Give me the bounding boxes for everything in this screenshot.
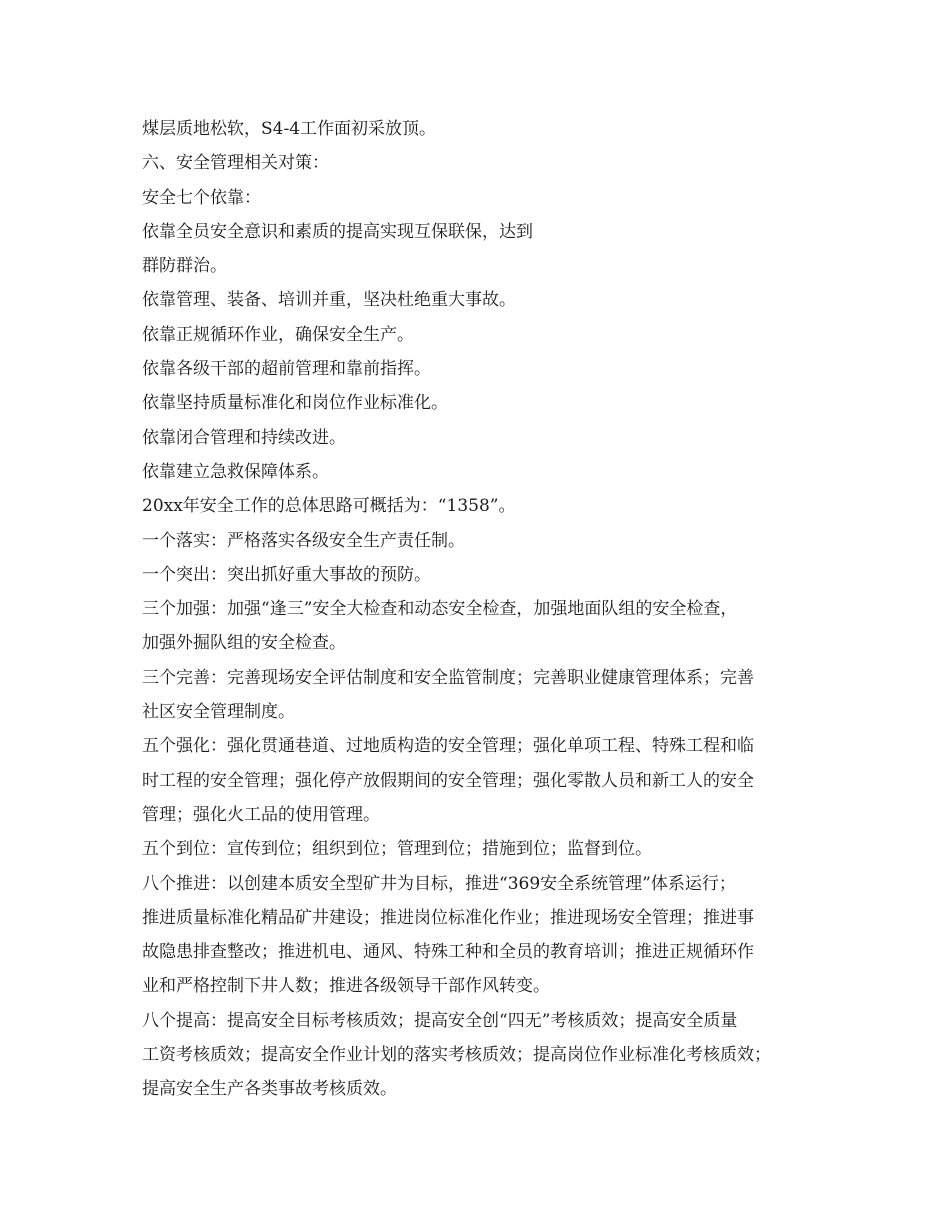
text-line: 工资考核质效；提高安全作业计划的落实考核质效；提高岗位作业标准化考核质效；: [142, 1045, 771, 1066]
text-line: 时工程的安全管理；强化停产放假期间的安全管理；强化零散人员和新工人的安全: [142, 770, 754, 791]
text-line: 一个落实：严格落实各级安全生产责任制。: [142, 530, 465, 551]
text-line: 社区安全管理制度。: [142, 702, 295, 723]
text-line: 业和严格控制下井人数；推进各级领导干部作风转变。: [142, 976, 550, 997]
text-line: 依靠管理、装备、培训并重，坚决杜绝重大事故。: [142, 290, 516, 311]
text-line: 提高安全生产各类事故考核质效。: [142, 1079, 397, 1100]
text-line: 三个完善：完善现场安全评估制度和安全监管制度；完善职业健康管理体系；完善: [142, 667, 754, 688]
text-line: 五个到位：宣传到位；组织到位；管理到位；措施到位；监督到位。: [142, 839, 652, 860]
text-line: 煤层质地松软，S4-4工作面初采放顶。: [142, 119, 437, 139]
text-line: 加强外掘队组的安全检查。: [142, 633, 346, 654]
text-line: 依靠闭合管理和持续改进。: [142, 427, 346, 448]
text-line: 依靠正规循环作业，确保安全生产。: [142, 324, 414, 345]
document-body: [142, 112, 822, 1107]
text-line: 20xx年安全工作的总体思路可概括为：“1358”。: [142, 496, 516, 517]
text-line: 五个强化：强化贯通巷道、过地质构造的安全管理；强化单项工程、特殊工程和临: [142, 736, 754, 757]
section-heading: 六、安全管理相关对策：: [142, 153, 329, 174]
text-line: 八个提高：提高安全目标考核质效；提高安全创“四无”考核质效；提高安全质量: [142, 1010, 738, 1031]
subsection-heading: 安全七个依靠：: [142, 187, 261, 208]
text-line: 依靠各级干部的超前管理和靠前指挥。: [142, 359, 431, 380]
text-line: 故隐患排查整改；推进机电、通风、特殊工种和全员的教育培训；推进正规循环作: [142, 942, 754, 963]
text-line: 依靠建立急救保障体系。: [142, 461, 329, 482]
text-line: 八个推进：以创建本质安全型矿井为目标，推进“369安全系统管理”体系运行；: [142, 873, 736, 894]
text-line: 管理；强化火工品的使用管理。: [142, 804, 380, 825]
text-line: 依靠全员安全意识和素质的提高实现互保联保，达到: [142, 221, 533, 242]
text-line: 群防群治。: [142, 256, 227, 277]
text-line: 三个加强：加强“逢三”安全大检查和动态安全检查，加强地面队组的安全检查，: [142, 599, 738, 620]
text-line: 一个突出：突出抓好重大事故的预防。: [142, 564, 431, 585]
text-line: 依靠坚持质量标准化和岗位作业标准化。: [142, 393, 448, 414]
text-line: 推进质量标准化精品矿井建设；推进岗位标准化作业；推进现场安全管理；推进事: [142, 907, 754, 928]
